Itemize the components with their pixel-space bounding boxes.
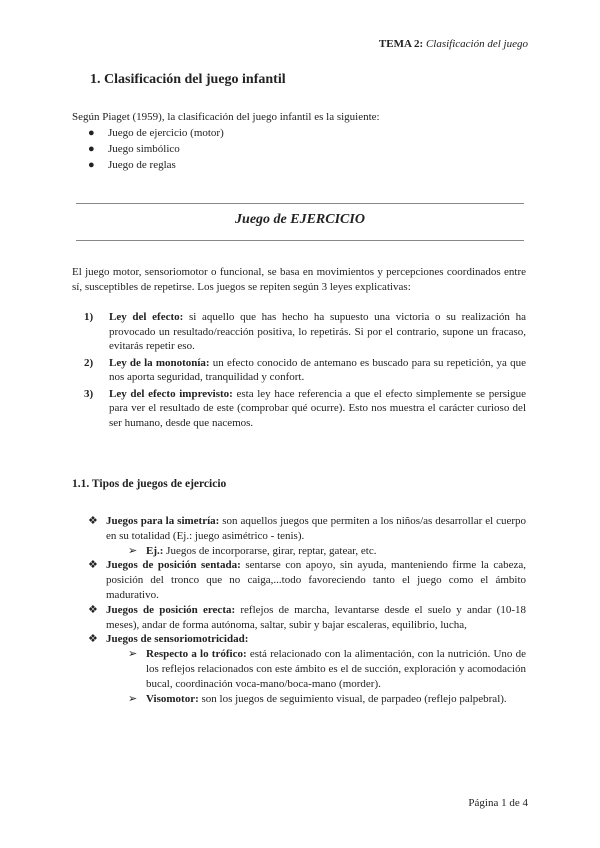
law-item: 1) Ley del efecto: si aquello que has hecho ha supuesto una victoria o su realización ha provocado un resultado/reacción positiva, lo repetirás. Si por el contrario, supone un fracaso, evitarás repetir eso. xyxy=(84,311,526,352)
list-item: ❖ Juegos de posición erecta: reflejos de marcha, levantarse desde el suelo y andar (10-18 meses), andar de forma autónoma, saltar, subir y bajar escaleras, equilibrio, lucha, xyxy=(88,603,527,631)
list-item: ➢ Ej.: Juegos de incorporarse, girar, reptar, gatear, etc. xyxy=(128,544,377,557)
page-header xyxy=(379,38,528,50)
list-item: ❖ Juegos para la simetría: son aquellos juegos que permiten a los niños/as desarrollar el cuerpo en su totalidad (Ej.: juego asimétrico - tenis). xyxy=(88,515,527,542)
list-item: ● Juego simbólico xyxy=(88,143,180,155)
diamond-bullet-icon: ❖ xyxy=(88,633,98,646)
laws-list xyxy=(84,310,526,432)
list-item: ● Juego de reglas xyxy=(88,159,176,171)
diamond-bullet-icon: ❖ xyxy=(88,559,98,572)
diamond-bullet-icon: ❖ xyxy=(88,515,98,527)
list-item: ● Juego de ejercicio (motor) xyxy=(88,127,224,139)
diamond-bullet-icon: ❖ xyxy=(88,603,98,616)
law-item: 2) Ley de la monotonía: un efecto conocido de antemano es buscado para su repetición, ya que nos aporta seguridad, tranquilidad y confort. xyxy=(84,356,526,383)
divider-top xyxy=(76,203,524,204)
subsection-title: 1.1. Tipos de juegos de ejercicio xyxy=(72,478,227,490)
list-item: ❖ Juegos de posición sentada: sentarse con apoyo, sin ayuda, manteniendo firme la cabeza, posición del tronco que no caiga,...todo favoreciendo tanto el juego como el ámbito madurativo. xyxy=(88,559,526,601)
list-item: ❖ Juegos de sensoriomotricidad: xyxy=(88,633,249,646)
types-list xyxy=(88,514,526,706)
divider-bottom xyxy=(76,240,524,241)
section-title: 1. Clasificación del juego infantil xyxy=(90,72,286,87)
intro-text: Según Piaget (1959), la clasificación del juego infantil es la siguiente: xyxy=(72,111,380,123)
arrow-bullet-icon: ➢ xyxy=(128,544,138,557)
arrow-bullet-icon: ➢ xyxy=(128,692,138,705)
bullet-icon: ● xyxy=(88,127,95,139)
ejercicio-title: Juego de EJERCICIO xyxy=(235,212,365,227)
bullet-icon: ● xyxy=(88,143,95,155)
law-item: 3) Ley del efecto imprevisto: esta ley hace referencia a que el efecto simplemente se persigue para ver el resultado de este (comprobar qué ocurre). Esto nos muestra el carácter curioso del ser humano, desde que nacemos. xyxy=(84,387,526,429)
bullet-icon: ● xyxy=(88,159,95,171)
list-item: ➢ Respecto a lo trófico: está relacionado con la alimentación, con la nutrición. Uno de los reflejos relacionados con este ámbito es el de succión, exploración y acomodación bucal, coordinación voca-mano/boca-mano (morder). xyxy=(128,648,526,690)
list-item: ➢ Visomotor: son los juegos de seguimiento visual, de parpadeo (reflejo palpebral). xyxy=(128,692,507,705)
page-number: Página 1 de 4 xyxy=(468,797,528,809)
ejercicio-intro: El juego motor, sensoriomotor o funcional, se basa en movimientos y percepciones coordinados entre sí, susceptibles de repetirse. Los juegos se repiten según 3 leyes explicativas: xyxy=(72,266,526,293)
classification-list xyxy=(88,125,224,173)
arrow-bullet-icon: ➢ xyxy=(128,648,138,661)
header-subtitle: Clasificación del juego xyxy=(425,38,528,50)
header-tema: TEMA 2: xyxy=(378,38,424,50)
